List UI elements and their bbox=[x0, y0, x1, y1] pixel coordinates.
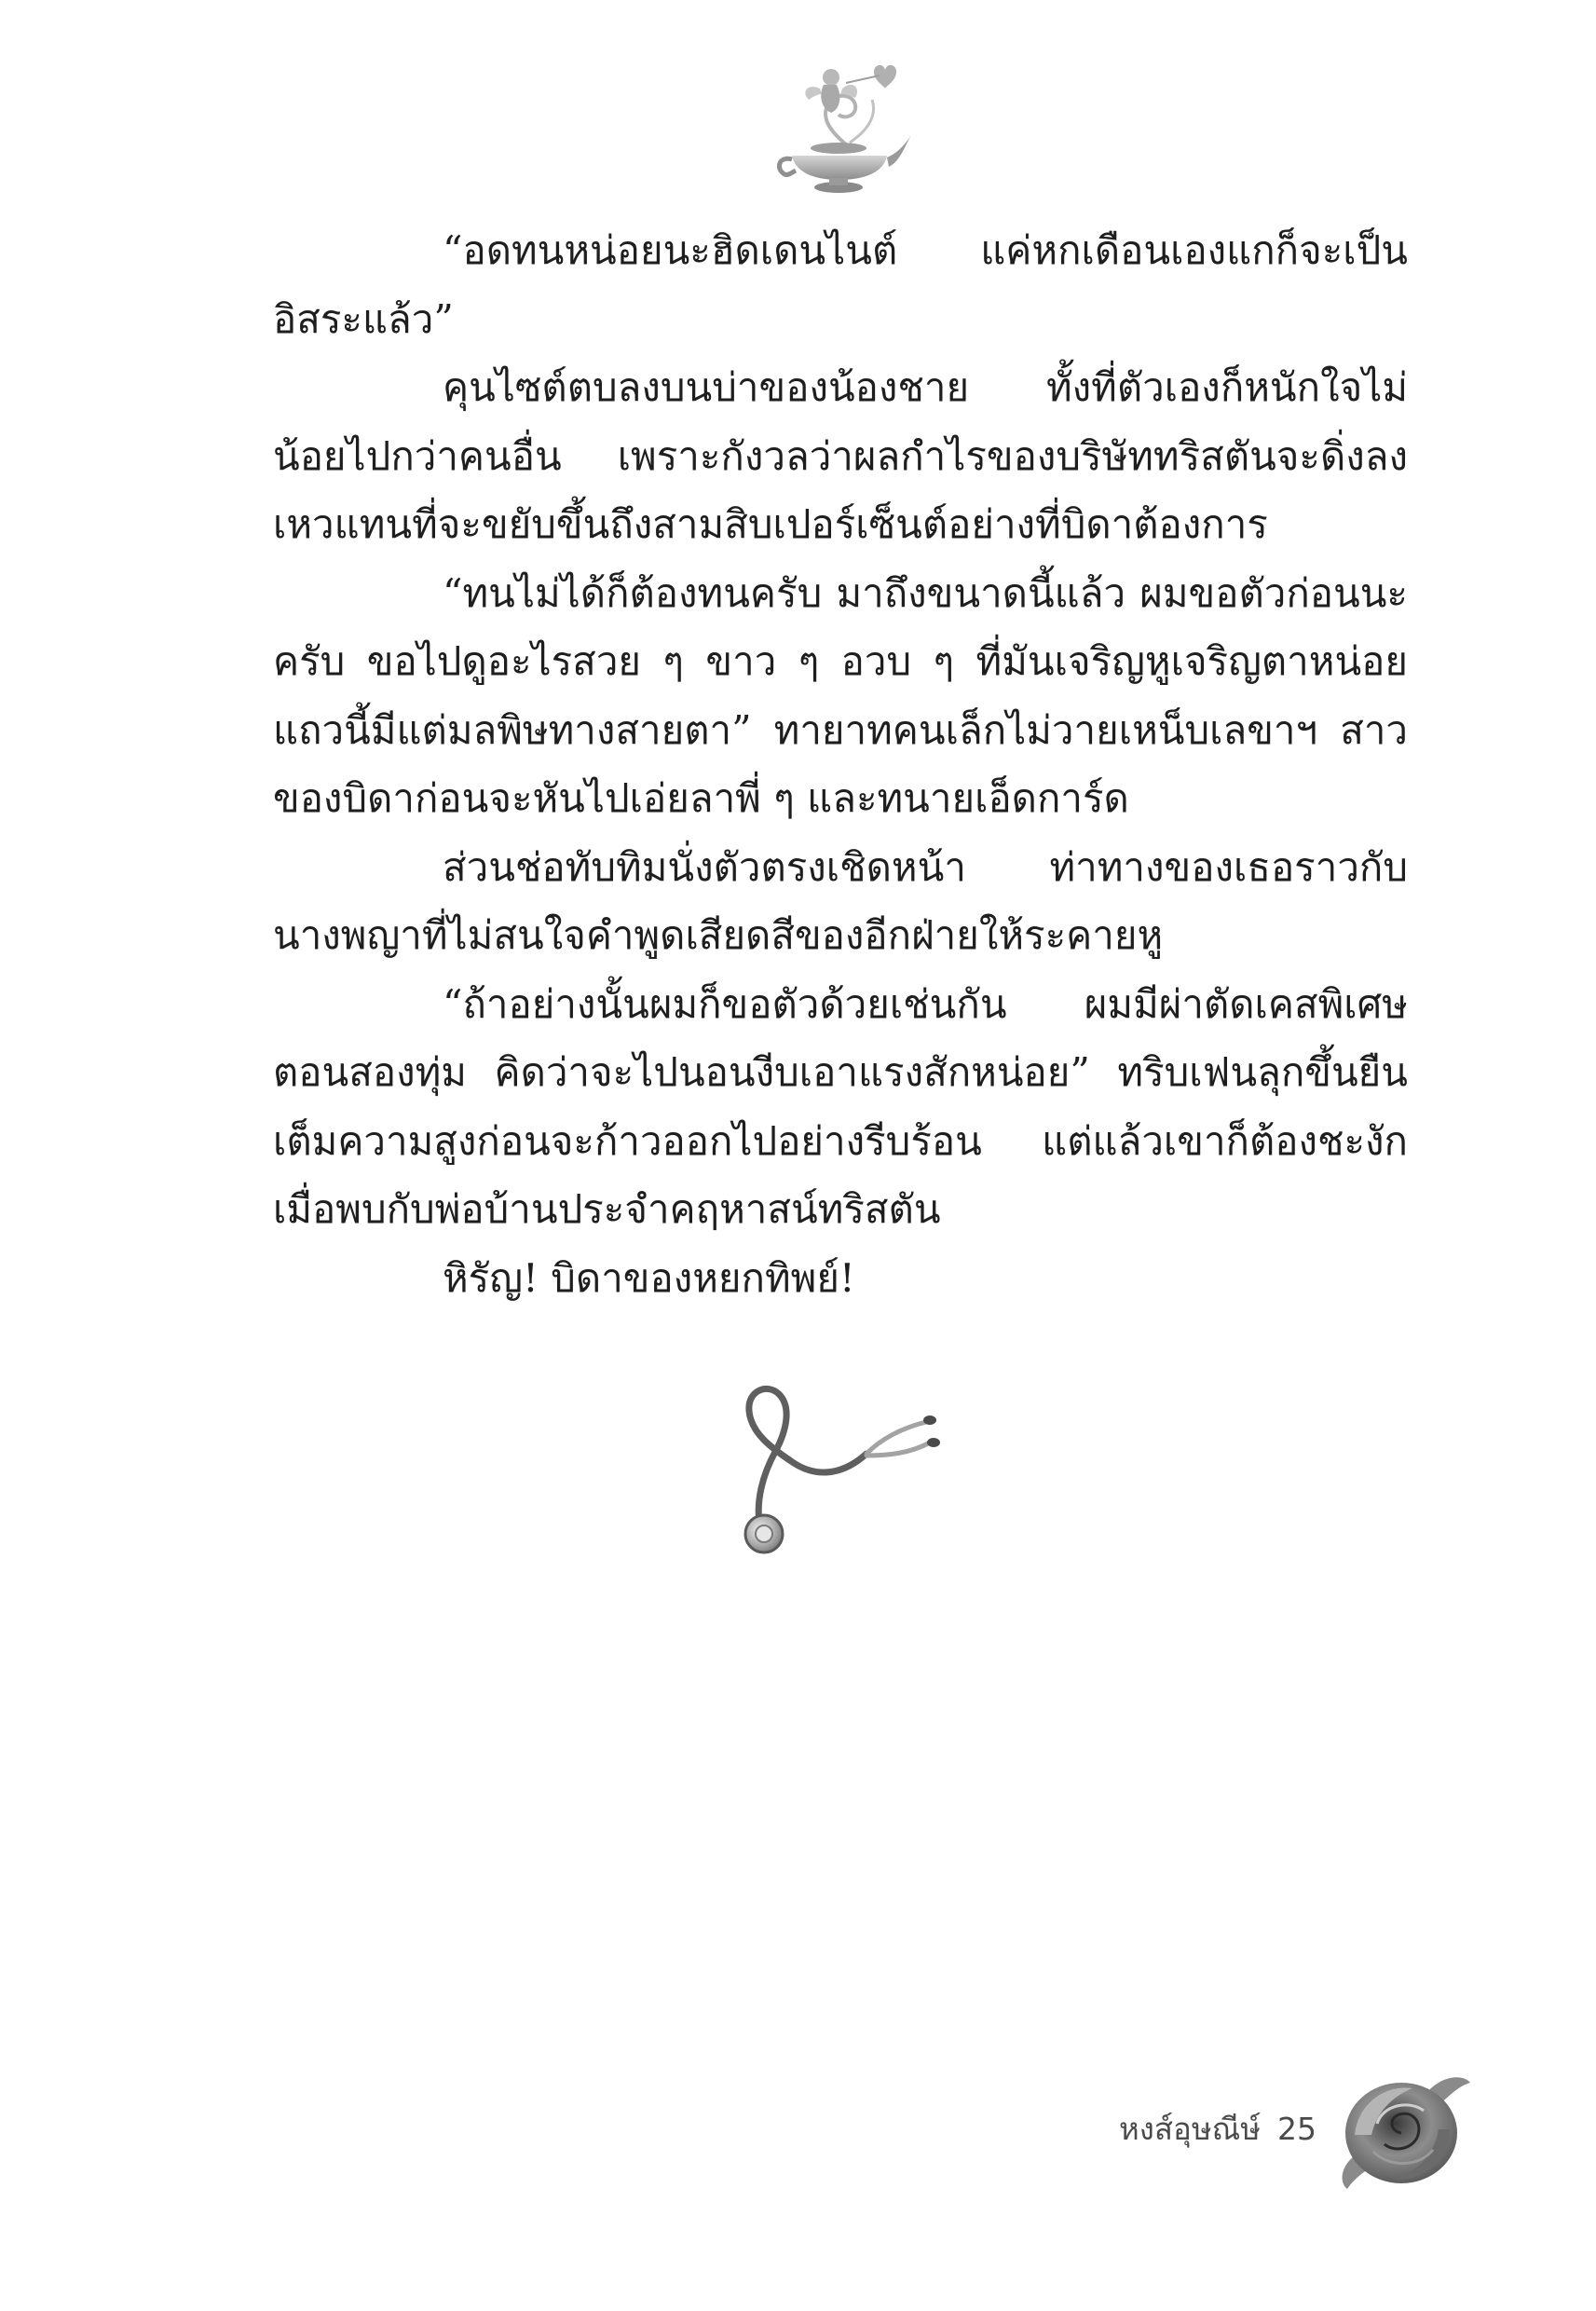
story-body bbox=[273, 216, 1408, 1312]
paragraph: ส่วนช่อทับทิมนั่งตัวตรงเชิดหน้า ท่าทางของเธอราวกับนางพญาที่ไม่สนใจคำพูดเสียดสีของอีกฝ่ายให้ระคายหู bbox=[273, 843, 1408, 958]
stethoscope-icon bbox=[727, 1370, 950, 1556]
paragraph: หิรัญ! บิดาของหยกทิพย์! bbox=[443, 1254, 855, 1301]
book-title: หงส์อุษณีษ์ bbox=[1119, 2111, 1261, 2147]
page-number: 25 bbox=[1277, 2111, 1316, 2147]
paragraph: “ทนไม่ได้ก็ต้องทนครับ มาถึงขนาดนี้แล้ว ผมขอตัวก่อนนะครับ ขอไปดูอะไรสวย ๆ ขาว ๆ อวบ ๆ ที่มันเจริญหูเจริญตาหน่อย แถวนี้มีแต่มลพิษทางสายตา” ทายาทคนเล็กไม่วายเหน็บเลขาฯ สาวของบิดาก่อนจะหันไปเอ่ยลาพี่ ๆ และทนายเอ็ดการ์ด bbox=[273, 569, 1408, 821]
rose-icon bbox=[1334, 2064, 1474, 2195]
paragraph: คุนไซต์ตบลงบนบ่าของน้องชาย ทั้งที่ตัวเองก็หนักใจไม่น้อยไปกว่าคนอื่น เพราะกังวลว่าผลกำไรของบริษัททริสตันจะดิ่งลงเหวแทนที่จะขยับขึ้นถึงสามสิบเปอร์เซ็นต์อย่างที่บิดาต้องการ bbox=[273, 364, 1408, 547]
footer-running-title bbox=[1119, 2104, 1316, 2154]
paragraph: “ถ้าอย่างนั้นผมก็ขอตัวด้วยเช่นกัน ผมมีผ่าตัดเคสพิเศษตอนสองทุ่ม คิดว่าจะไปนอนงีบเอาแรงสักหน่อย” ทริบเฟนลุกขึ้นยืนเต็มความสูงก่อนจะก้าวออกไปอย่างรีบร้อน แต่แล้วเขาก็ต้องชะงักเมื่อพบกับพ่อบ้านประจำคฤหาสน์ทริสตัน bbox=[273, 980, 1408, 1232]
paragraph: “อดทนหน่อยนะฮิดเดนไนต์ แค่หกเดือนเองแกก็จะเป็นอิสระแล้ว” bbox=[273, 227, 1408, 342]
genie-lamp-cupid-icon bbox=[764, 51, 913, 196]
